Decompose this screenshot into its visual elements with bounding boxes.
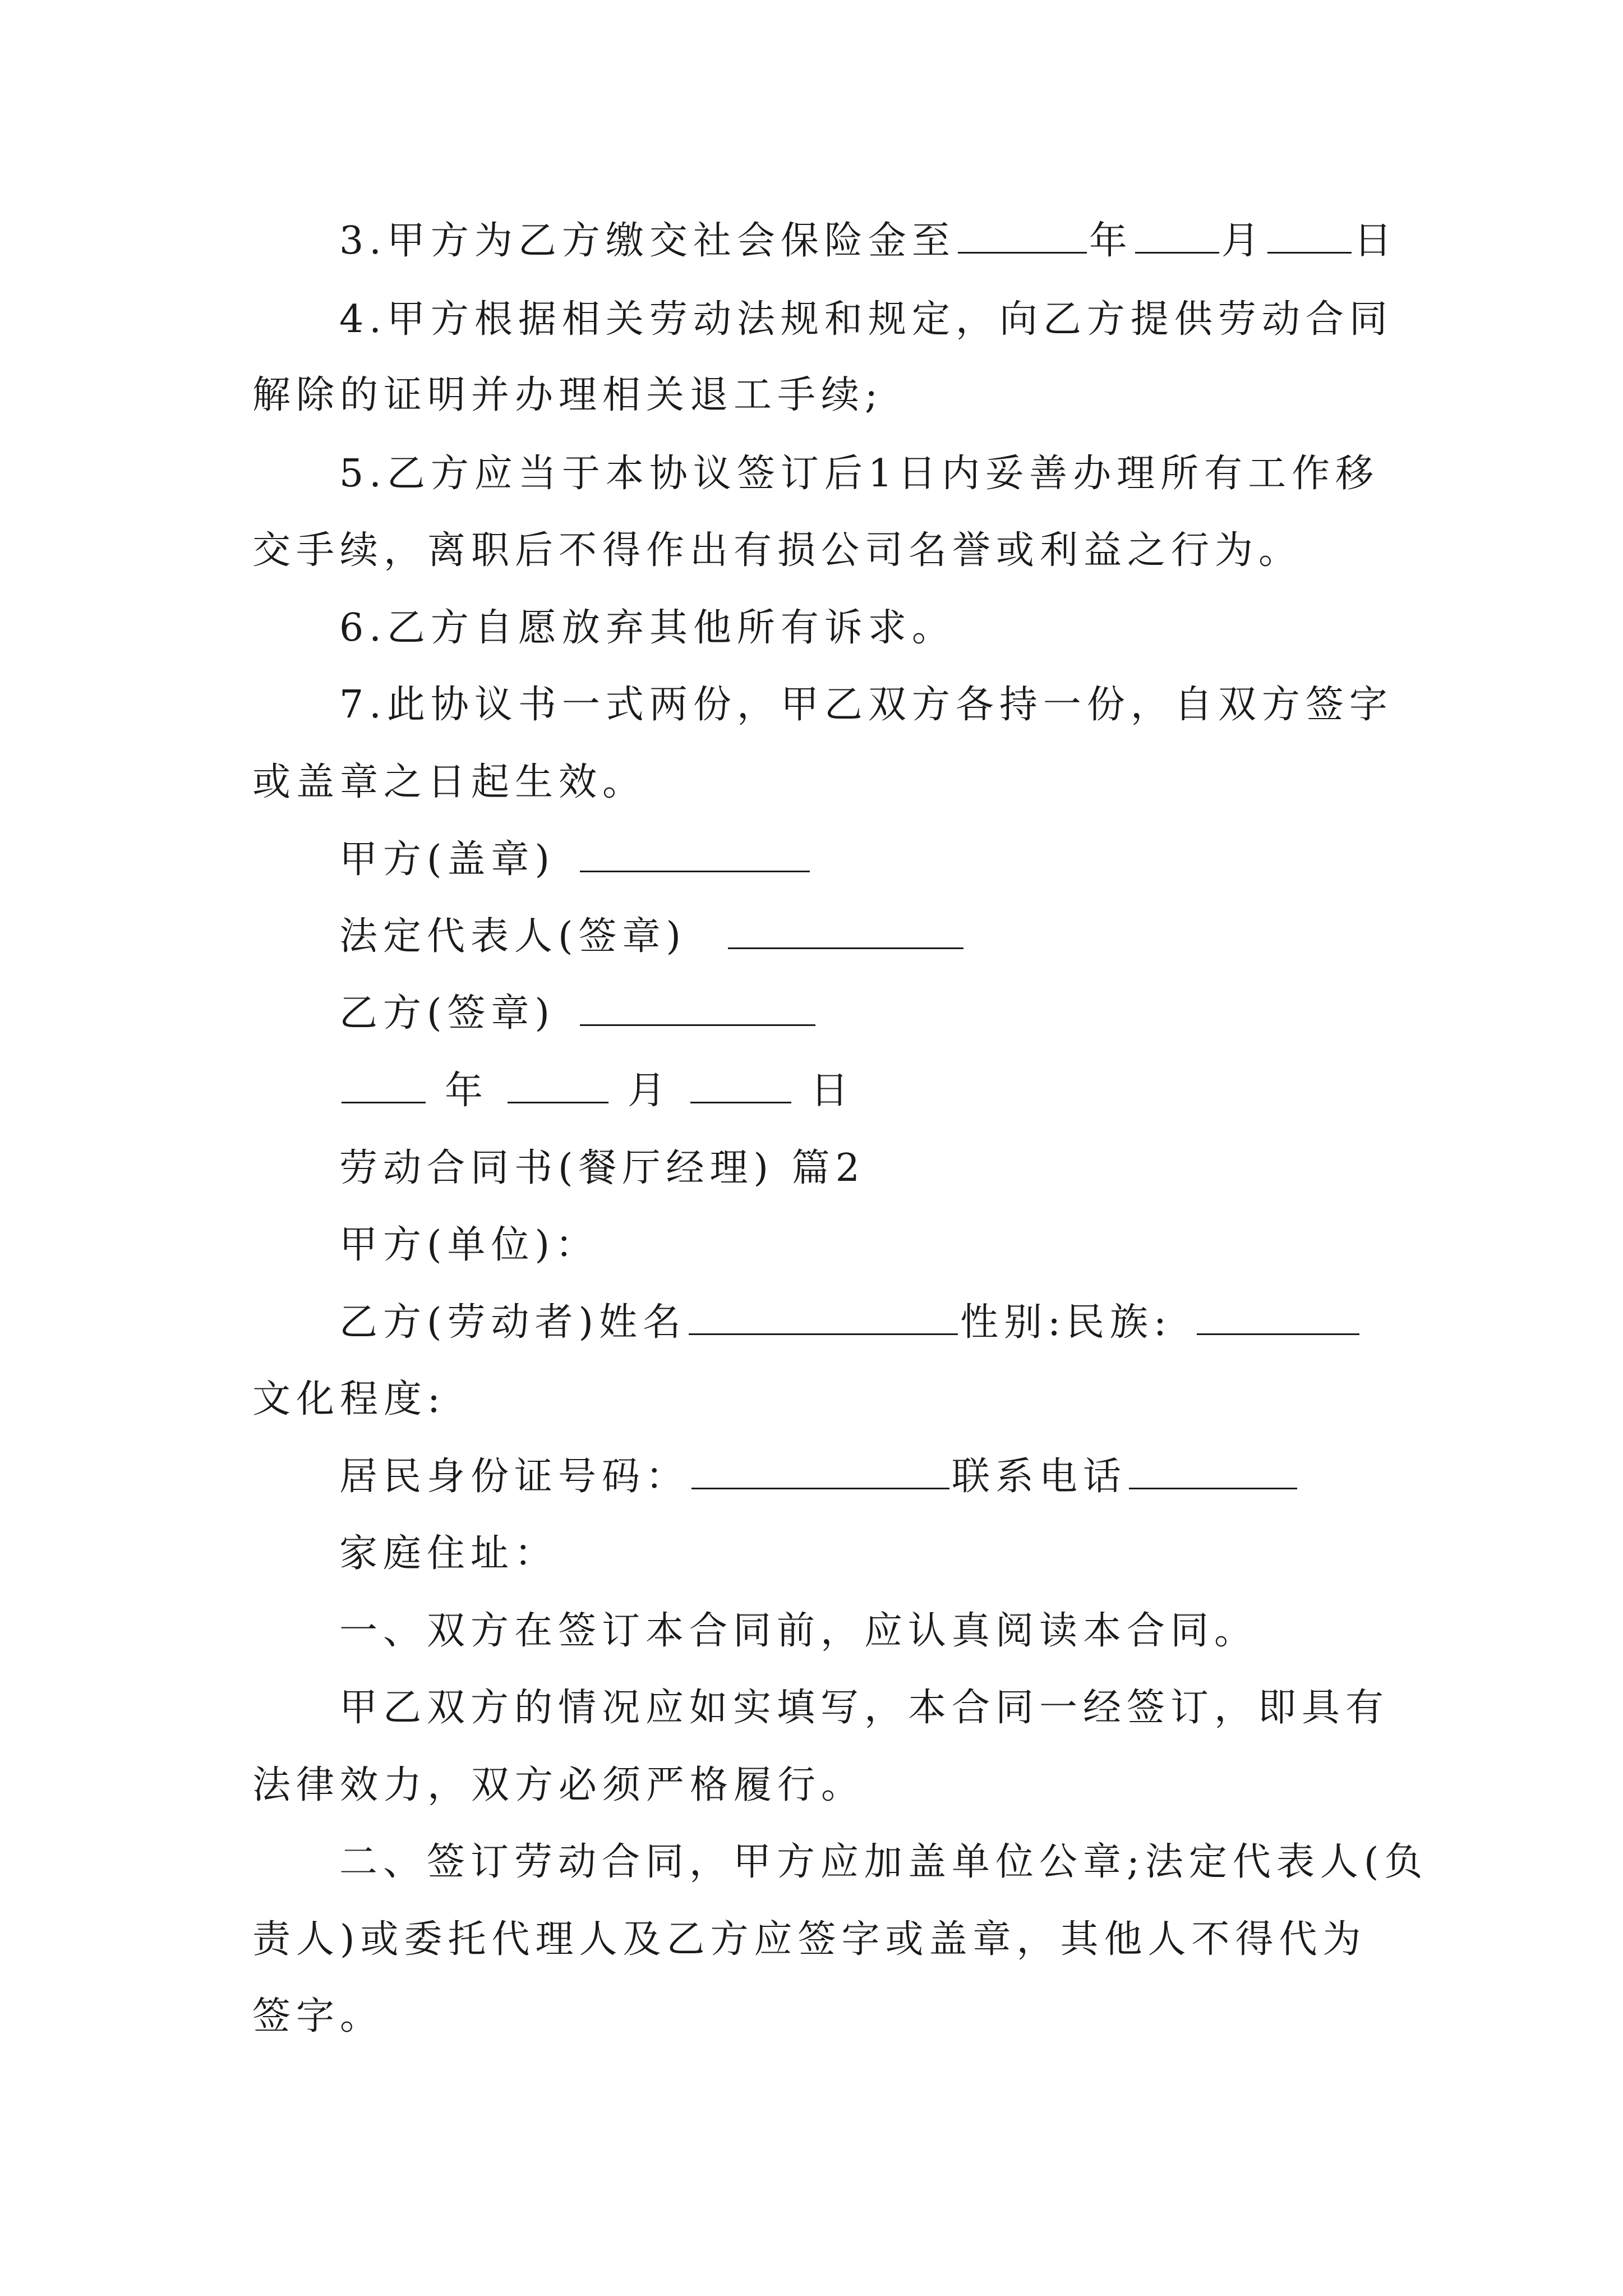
para-truthful-line-2: 法律效力，双方必须严格履行。 [252,1763,865,1807]
date-year-blank[interactable] [342,1068,426,1103]
employee-name-label: 乙方(劳动者)姓名 [339,1300,687,1345]
legal-rep-line [339,909,1623,965]
clause-4-line-2: 解除的证明并办理相关退工手续; [252,373,883,417]
ethnicity-label: 民族: [1066,1300,1172,1345]
blank-month[interactable] [1135,218,1219,254]
id-phone-line [339,1449,1623,1505]
legal-rep-label: 法定代表人(签章) [339,914,687,959]
clause-7-line-2: 或盖章之日起生效。 [252,760,647,804]
section-two-line-2: 责人)或委托代理人及乙方应签字或盖章，其他人不得代为 [252,1917,1367,1962]
party-b-sign-label: 乙方(签章) [339,991,556,1036]
ethnicity-blank[interactable] [1197,1299,1359,1335]
id-number-blank[interactable] [691,1453,949,1489]
section-title: 劳动合同书(餐厅经理) 篇2 [339,1146,865,1190]
date-month-label: 月 [628,1069,672,1113]
party-b-sign-line [339,986,1623,1042]
education-line: 文化程度: [252,1377,446,1421]
clause-5-line-2: 交手续，离职后不得作出有损公司名誉或利益之行为。 [252,528,1303,573]
party-a-seal-blank[interactable] [580,836,810,872]
gender-label: 性别: [960,1300,1066,1345]
party-a-seal-line [339,832,1623,888]
section-two-line-1: 二、签订劳动合同，甲方应加盖单位公章;法定代表人(负 [339,1840,1428,1884]
day-label: 日 [1353,219,1398,263]
blank-year[interactable] [958,218,1087,254]
date-year-label: 年 [445,1069,489,1113]
party-b-sign-blank[interactable] [580,990,815,1026]
clause-7-line-1: 7.此协议书一式两份，甲乙双方各持一份，自双方签字 [339,683,1393,727]
phone-label: 联系电话 [952,1455,1127,1499]
employer-line: 甲方(单位)： [339,1223,600,1267]
party-a-seal-label: 甲方(盖章) [339,838,556,882]
clause-4-line-1: 4.甲方根据相关劳动法规和规定，向乙方提供劳动合同 [339,297,1393,342]
clause-3-text: 3.甲方为乙方缴交社会保险金至 [339,219,956,263]
date-day-label: 日 [810,1069,855,1113]
section-one: 一、双方在签订本合同前，应认真阅读本合同。 [339,1609,1258,1653]
employee-line [339,1295,1623,1351]
section-two-line-3: 签字。 [252,1994,384,2039]
para-truthful-line-1: 甲乙双方的情况应如实填写，本合同一经签订，即具有 [339,1686,1390,1730]
blank-day[interactable] [1267,218,1352,254]
date-month-blank[interactable] [508,1068,608,1103]
date-day-blank[interactable] [690,1068,791,1103]
employee-name-blank[interactable] [689,1299,958,1335]
clause-5-line-1: 5.乙方应当于本协议签订后1日内妥善办理所有工作移 [339,452,1380,496]
clause-6: 6.乙方自愿放弃其他所有诉求。 [339,606,956,650]
month-label: 月 [1221,219,1265,263]
clause-3 [339,213,1623,269]
id-number-label: 居民身份证号码： [339,1455,690,1499]
year-label: 年 [1089,219,1133,263]
date-line [339,1063,1623,1119]
phone-blank[interactable] [1129,1453,1297,1489]
address-line: 家庭住址： [339,1531,559,1576]
legal-rep-blank[interactable] [728,913,963,949]
